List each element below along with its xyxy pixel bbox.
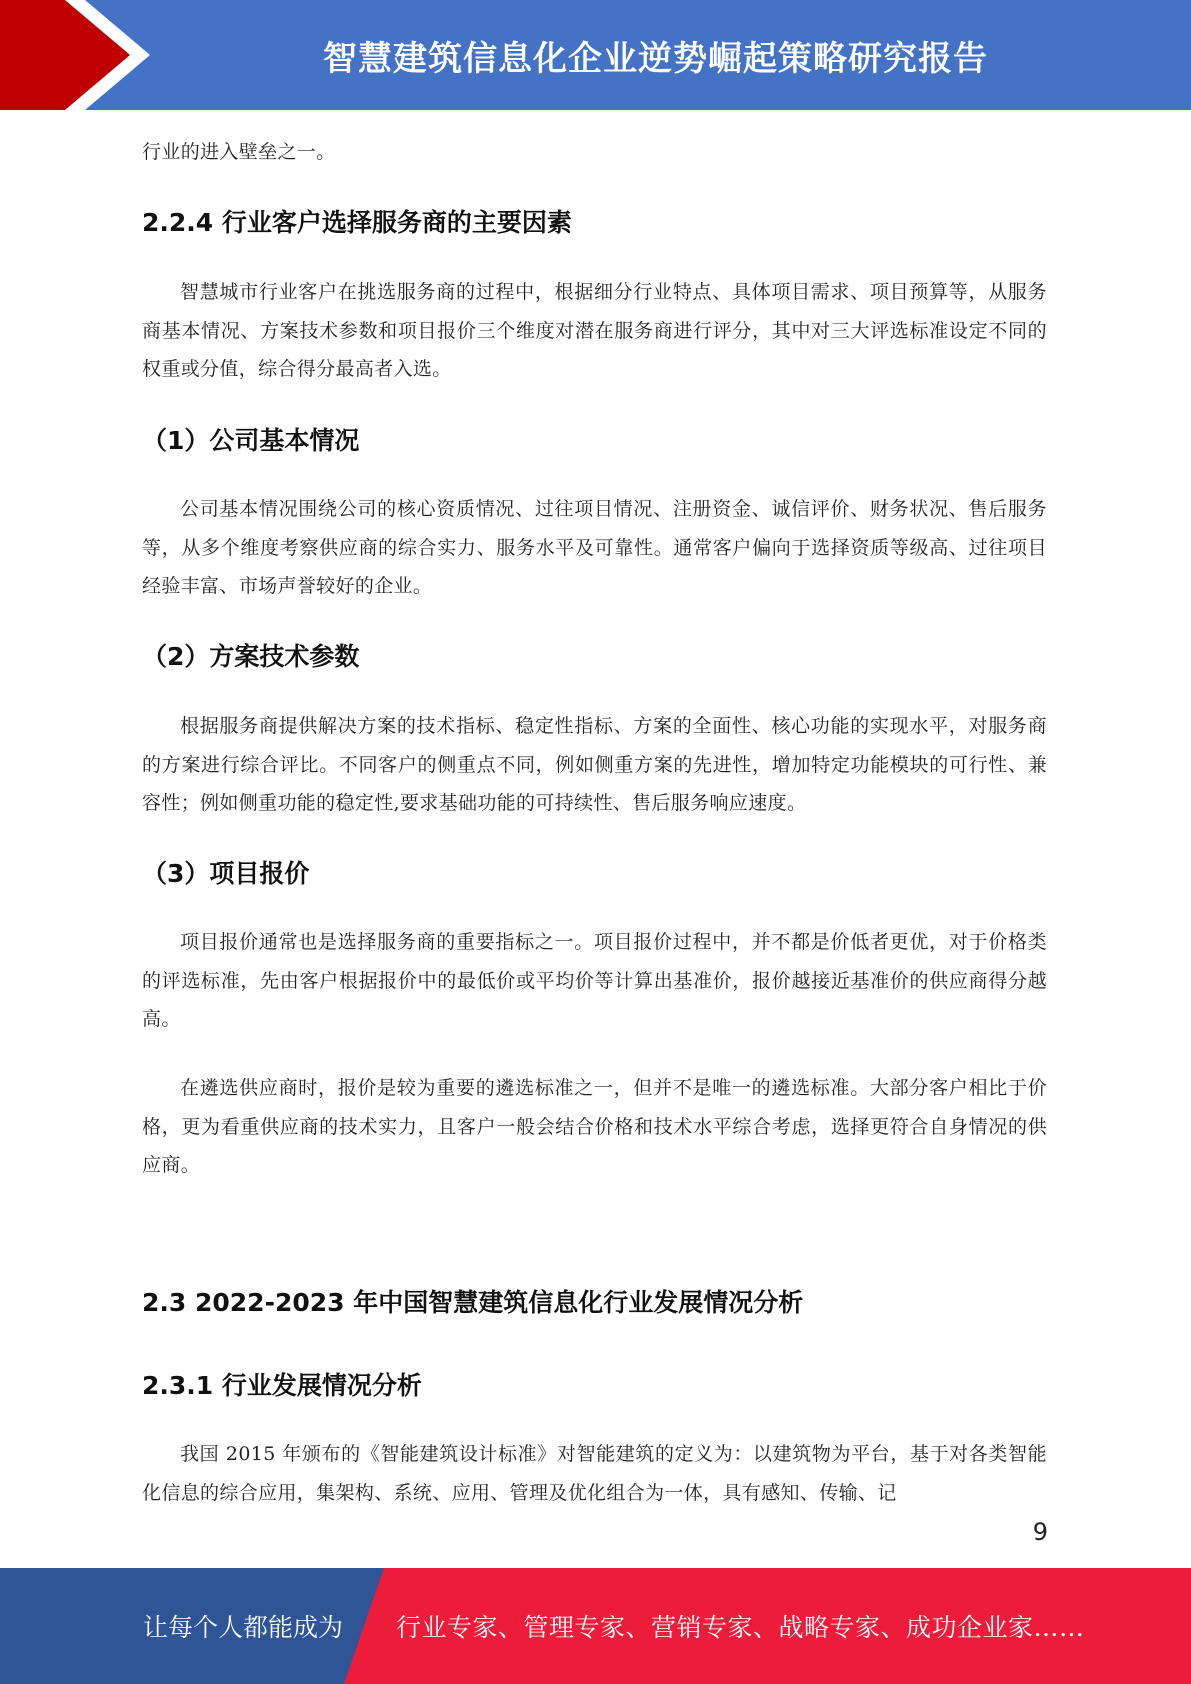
paragraph-technical-parameters: 根据服务商提供解决方案的技术指标、稳定性指标、方案的全面性、核心功能的实现水平，对服务商的方案进行综合评比。不同客户的侧重点不同，例如侧重方案的先进性，增加特定功能模块的可行性、兼容性；例如侧重功能的稳定性,要求基础功能的可持续性、售后服务响应速度。 — [142, 715, 1047, 814]
paragraph-project-quote-2: 在遴选供应商时，报价是较为重要的遴选标准之一，但并不是唯一的遴选标准。大部分客户相比于价格，更为看重供应商的技术实力，且客户一般会结合价格和技术水平综合考虑，选择更符合自身情况的供应商。 — [142, 1077, 1047, 1176]
heading-2-3-1: 2.3.1 行业发展情况分析 — [142, 1371, 422, 1400]
footer-slogan-right: 行业专家、管理专家、营销专家、战略专家、成功企业家…… — [396, 1613, 1085, 1642]
page-number: 9 — [1032, 1518, 1048, 1546]
heading-company-basics: （1）公司基本情况 — [142, 426, 360, 455]
page-footer — [0, 1568, 1191, 1684]
report-title: 智慧建筑信息化企业逆势崛起策略研究报告 — [323, 38, 988, 79]
heading-technical-parameters: （2）方案技术参数 — [142, 642, 360, 671]
paragraph-company-basics: 公司基本情况围绕公司的核心资质情况、过往项目情况、注册资金、诚信评价、财务状况、售后服务等，从多个维度考察供应商的综合实力、服务水平及可靠性。通常客户偏向于选择资质等级高、过往项目经验丰富、市场声誉较好的企业。 — [142, 498, 1047, 597]
heading-project-quote: （3）项目报价 — [142, 859, 310, 888]
header-arrow-decoration — [0, 0, 160, 110]
intro-line: 行业的进入壁垒之一。 — [142, 141, 336, 163]
paragraph-2-2-4: 智慧城市行业客户在挑选服务商的过程中，根据细分行业特点、具体项目需求、项目预算等，从服务商基本情况、方案技术参数和项目报价三个维度对潜在服务商进行评分，其中对三大评选标准设定不同的权重或分值，综合得分最高者入选。 — [142, 281, 1047, 380]
heading-2-3: 2.3 2022-2023 年中国智慧建筑信息化行业发展情况分析 — [142, 1288, 804, 1317]
paragraph-2-3-1: 我国 2015 年颁布的《智能建筑设计标准》对智能建筑的定义为：以建筑物为平台，基于对各类智能化信息的综合应用，集架构、系统、应用、管理及优化组合为一体，具有感知、传输、记 — [142, 1443, 1047, 1504]
paragraph-project-quote-1: 项目报价通常也是选择服务商的重要指标之一。项目报价过程中，并不都是价低者更优，对于价格类的评选标准，先由客户根据报价中的最低价或平均价等计算出基准价，报价越接近基准价的供应商得分越高。 — [142, 931, 1047, 1030]
heading-2-2-4: 2.2.4 行业客户选择服务商的主要因素 — [142, 208, 572, 237]
footer-slogan-left: 让每个人都能成为 — [143, 1613, 344, 1642]
page-header — [0, 0, 1191, 110]
